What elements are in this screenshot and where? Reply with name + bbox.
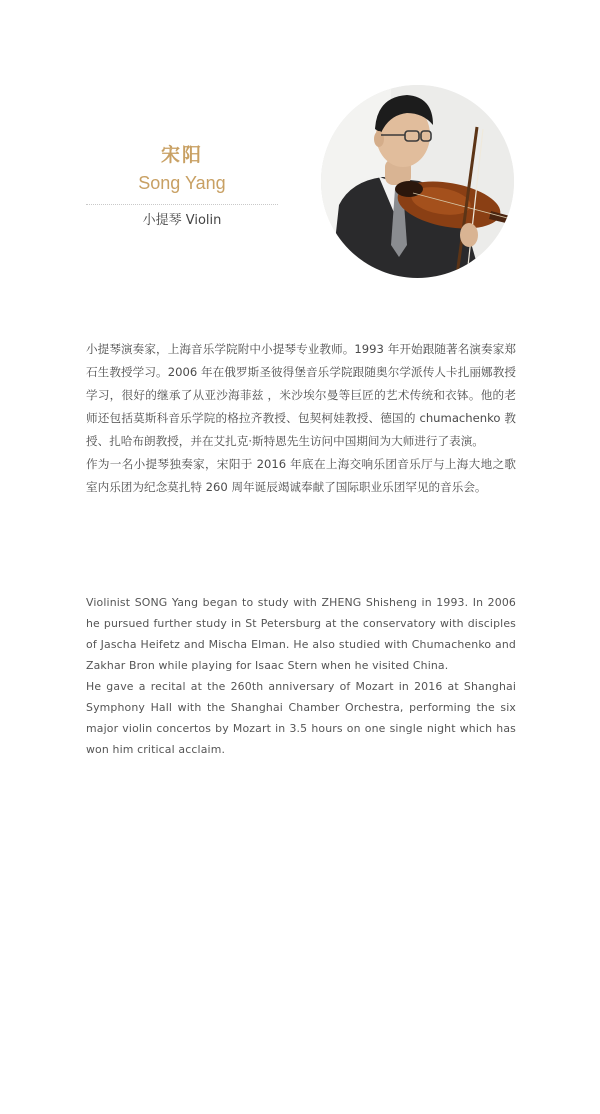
bio-cn-paragraph-2: 作为一名小提琴独奏家，宋阳于 2016 年底在上海交响乐团音乐厅与上海大地之歌室内乐团为纪念莫扎特 260 周年诞辰竭诚奉献了国际职业乐团罕见的音乐会。 [86,457,516,494]
bio-en-paragraph-1: Violinist SONG Yang began to study with ZHENG Shisheng in 1993. In 2006 he pursued further study in St Petersburg at the conservatory with disciples of Jascha Heifetz and Mischa Elman. He also studied with Chumachenko and Zakhar Bron while playing for Isaac Stern when he visited China. [86,596,516,672]
biography-chinese [86,338,516,499]
biography-english [86,592,516,760]
bio-cn-paragraph-1: 小提琴演奏家，上海音乐学院附中小提琴专业教师。1993 年开始跟随著名演奏家郑石生教授学习。2006 年在俄罗斯圣彼得堡音乐学院跟随奥尔学派传人卡扎丽娜教授学习，很好的继承了从亚沙海菲兹 ，米沙埃尔曼等巨匠的艺术传统和衣钵。他的老师还包括莫斯科音乐学院的格拉齐教授、包契柯娃教授、德国的 chumachenko 教授、扎哈布朗教授，并在艾扎克·斯特恩先生访问中国期间为大师进行了表演。 [86,342,516,448]
instrument-role: 小提琴 Violin [142,213,222,228]
portrait-photo [321,85,514,278]
profile-header [0,0,600,300]
name-english: Song Yang [138,173,226,193]
dotted-divider [86,204,278,205]
name-chinese: 宋阳 [160,144,203,166]
name-block [86,142,278,231]
bio-en-paragraph-2: He gave a recital at the 260th anniversary of Mozart in 2016 at Shanghai Symphony Hall with the Shanghai Chamber Orchestra, performing the six major violin concertos by Mozart in 3.5 hours on one single night which has won him critical acclaim. [86,680,516,756]
